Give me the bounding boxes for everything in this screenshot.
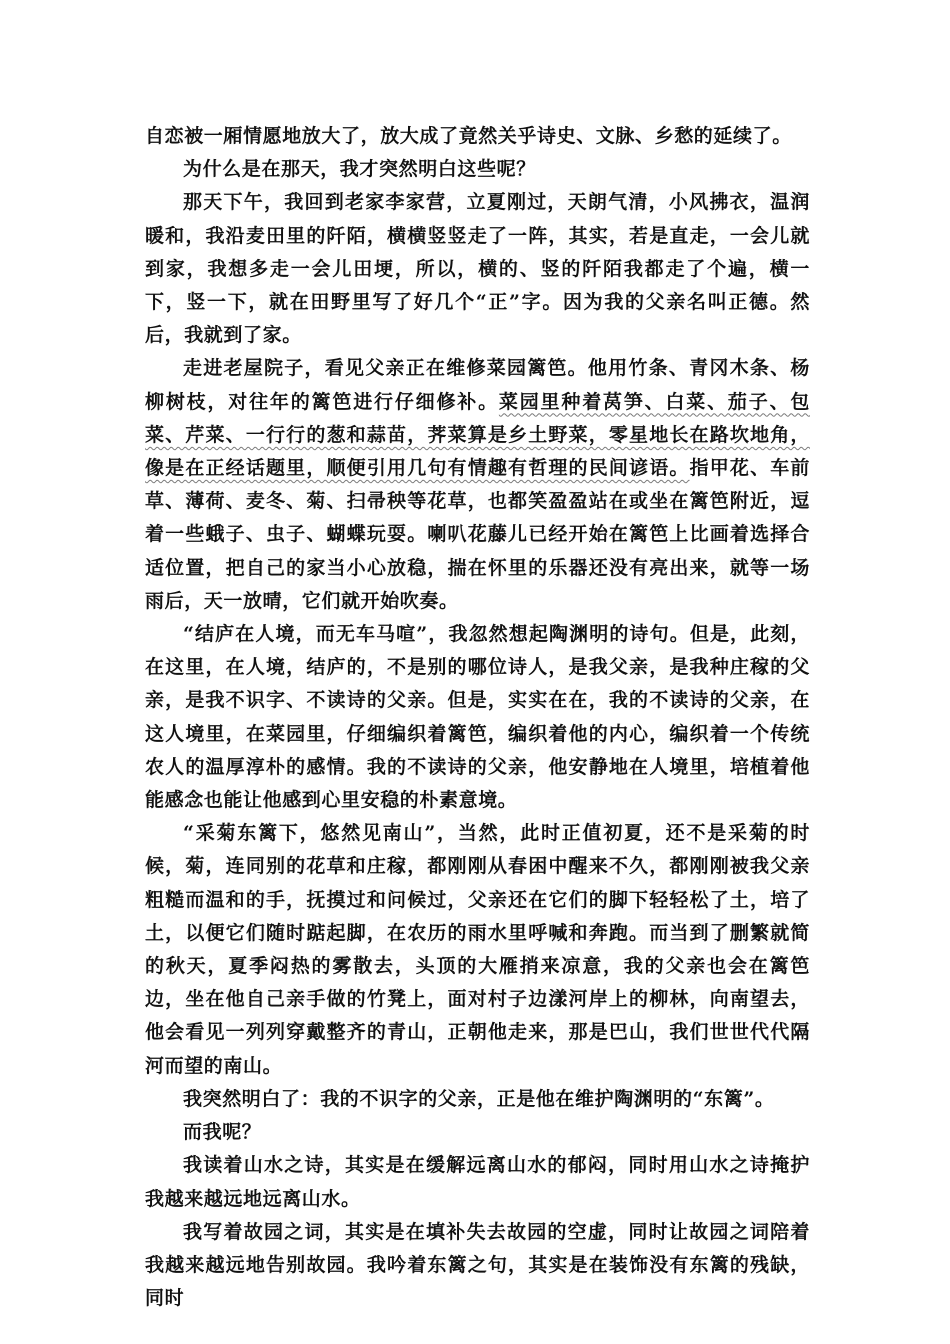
paragraph-6: “采菊东篱下，悠然见南山”，当然，此时正值初夏，还不是采菊的时候，菊，连同别的花草和庄稼，都刚刚从春困中醒来不久，都刚刚被我父亲粗糙而温和的手，抚摸过和问候过，父亲还在它们的脚下轻轻松了土，培了土，以便它们随时踮起脚，在农历的雨水里呼喊和奔跑。而当到了删繁就简的秋天，夏季闷热的雾散去，头顶的大雁捎来凉意，我的父亲也会在篱笆边，坐在他自己亲手做的竹凳上，面对村子边漾河岸上的柳林，向南望去，他会看见一列列穿戴整齐的青山，正朝他走来，那是巴山，我们世世代代隔河而望的南山。 (145, 822, 810, 1077)
paragraph-7: 我突然明白了：我的不识字的父亲，正是他在维护陶渊明的“东篱”。 (183, 1087, 775, 1110)
paragraph-4-after: 指甲花、车前草、薄荷、麦冬、菊、扫帚秧等花草，也都笑盈盈站在或坐在篱笆附近，逗着一些蛾子、虫子、蝴蝶玩耍。喇叭花藤儿已经开始在篱笆上比画着选择合适位置，把自己的家当小心放稳，揣在怀里的乐器还没有亮出来，就等一场雨后，天一放晴，它们就开始吹奏。 (145, 457, 811, 612)
paragraph-1: 自恋被一厢情愿地放大了，放大成了竟然关乎诗史、文脉、乡愁的延续了。 (145, 125, 792, 147)
paragraph-9: 我读着山水之诗，其实是在缓解远离山水的郁闷，同时用山水之诗掩护我越来越远地远离山水。 (145, 1154, 810, 1210)
paragraph-4-before: 走进老屋院子，看见父亲正在维修菜园篱笆。他用竹条、青冈木条、杨柳树枝，对往年的篱笆进行仔细修补。 (145, 357, 810, 413)
paragraph-4 (145, 352, 810, 618)
paragraph-5: “结庐在人境，而无车马喧”，我忽然想起陶渊明的诗句。但是，此刻，在这里，在人境，结庐的，不是别的哪位诗人，是我父亲，是我种庄稼的父亲，是我不识字、不读诗的父亲。但是，实实在在，我的不读诗的父亲，在这人境里，在菜园里，仔细编织着篱笆，编织着他的内心，编织着一个传统农人的温厚淳朴的感情。我的不读诗的父亲，他安静地在人境里，培植着他能感念也能让他感到心里安稳的朴素意境。 (145, 623, 810, 812)
paragraph-4-underlined: 菜园里种着莴笋、白菜、茄子、包菜、芹菜、一行行的葱和蒜苗，荠菜算是乡土野菜，零星地长在路坎地角，像是在正经话题里，顺便引用几句有情趣有哲理的民间谚语。 (145, 390, 810, 480)
paragraph-2: 为什么是在那天，我才突然明白这些呢？ (183, 158, 536, 181)
paragraph-3: 那天下午，我回到老家李家营，立夏刚过，天朗气清，小风拂衣，温润暖和，我沿麦田里的阡陌，横横竖竖走了一阵，其实，若是直走，一会儿就到家，我想多走一会儿田埂，所以，横的、竖的阡陌我都走了个遍，横一下，竖一下，就在田野里写了好几个“正”字。因为我的父亲名叫正德。然后，我就到了家。 (145, 191, 810, 347)
document-page (145, 120, 810, 1315)
paragraph-8: 而我呢？ (183, 1121, 262, 1144)
paragraph-10: 我写着故园之词，其实是在填补失去故园的空虚，同时让故园之词陪着我越来越远地告别故园。我吟着东篱之句，其实是在装饰没有东篱的残缺，同时 (145, 1220, 810, 1310)
